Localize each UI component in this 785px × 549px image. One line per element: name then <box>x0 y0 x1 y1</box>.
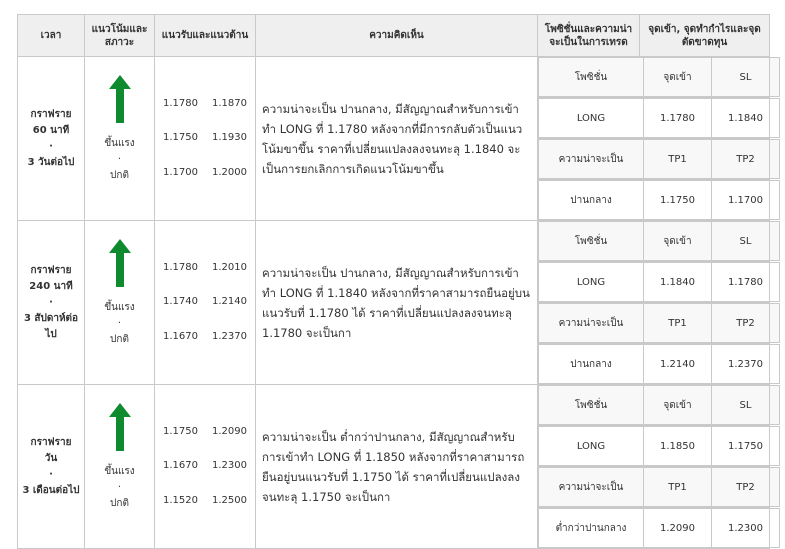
price-value: 1.1750 <box>712 427 780 466</box>
header-comment: ความคิดเห็น <box>256 15 538 57</box>
timeframe-text: กราฟราย <box>30 436 72 448</box>
position-subrow <box>538 385 770 426</box>
position-subrow <box>538 139 770 180</box>
price-value: 1.2090 <box>644 509 712 548</box>
trend-cell <box>85 57 155 221</box>
timeframe-text: กราฟราย <box>30 108 72 120</box>
up-arrow-icon <box>109 403 131 451</box>
timeframe-text: 240 นาที <box>29 280 73 292</box>
price-value: SL <box>712 222 780 261</box>
resistance-level: 1.2500 <box>212 494 247 506</box>
timeframe-text: วัน <box>44 452 58 464</box>
timeframe-cell <box>18 385 85 549</box>
position-label: โพซิชั่น <box>539 222 644 261</box>
price-value: SL <box>712 58 780 97</box>
forecast-table <box>17 14 770 549</box>
position-label: ต่ำกว่าปานกลาง <box>539 509 644 548</box>
level-pair <box>155 121 255 156</box>
header-row <box>18 15 770 57</box>
price-value: 1.2370 <box>712 345 780 384</box>
price-value: 1.1780 <box>712 263 780 302</box>
comment-cell: ความน่าจะเป็น ต่ำกว่าปานกลาง, มีสัญญาณสำหรับการเข้าทำ LONG ที่ 1.1850 หลังจากที่ราคาสามารถยืนอยู่บนแนวรับที่ 1.1750 ได้ ราคาที่เปลี่ยนแปลงลงจนทะลุ 1.1750 จะเป็นกา <box>256 385 538 549</box>
price-value: จุดเข้า <box>644 222 712 261</box>
up-arrow-icon <box>109 75 131 123</box>
price-value: 1.1850 <box>644 427 712 466</box>
price-value: TP1 <box>644 140 712 179</box>
position-label: ปานกลาง <box>539 345 644 384</box>
support-resistance-cell <box>155 221 256 385</box>
trend-label: ปกติ <box>110 334 129 345</box>
price-value: จุดเข้า <box>644 58 712 97</box>
comment-cell: ความน่าจะเป็น ปานกลาง, มีสัญญาณสำหรับการเข้าทำ LONG ที่ 1.1780 หลังจากที่มีการกลับตัวเป็นแนวโน้มขาขึ้น ราคาที่เปลี่ยนแปลงลงจนทะลุ 1.1840 จะเป็นการยกเลิกการเกิดแนวโน้มขาขึ้น <box>256 57 538 221</box>
support-level: 1.1740 <box>163 296 198 308</box>
header-trend: แนวโน้มและสภาวะ <box>85 15 155 57</box>
resistance-level: 1.2010 <box>212 261 247 273</box>
position-subrow <box>538 467 770 508</box>
trend-label: ขึ้นแรง <box>104 466 135 477</box>
position-subrow <box>538 426 770 467</box>
level-pair <box>155 415 255 450</box>
timeframe-cell <box>18 57 85 221</box>
level-pair <box>155 251 255 286</box>
level-pair <box>155 320 255 355</box>
position-label: LONG <box>539 99 644 138</box>
resistance-level: 1.2090 <box>212 425 247 437</box>
position-label: โพซิชั่น <box>539 58 644 97</box>
trend-label: ปกติ <box>110 170 129 181</box>
resistance-level: 1.2140 <box>212 296 247 308</box>
timeframe-text: 3 เดือนต่อไป <box>22 484 80 496</box>
separator-dot: · <box>117 482 122 493</box>
separator-dot: · <box>49 296 53 308</box>
trend-cell <box>85 221 155 385</box>
support-level: 1.1750 <box>163 132 198 144</box>
support-level: 1.1520 <box>163 494 198 506</box>
price-value: 1.1780 <box>644 99 712 138</box>
table-row <box>18 385 770 426</box>
price-value: TP2 <box>712 304 780 343</box>
position-label: ความน่าจะเป็น <box>539 304 644 343</box>
support-level: 1.1700 <box>163 166 198 178</box>
header-time: เวลา <box>18 15 85 57</box>
position-subrow <box>538 262 770 303</box>
position-label: โพซิชั่น <box>539 386 644 425</box>
price-value: TP1 <box>644 468 712 507</box>
trend-cell <box>85 385 155 549</box>
level-pair <box>155 449 255 484</box>
support-level: 1.1780 <box>163 97 198 109</box>
comment-cell: ความน่าจะเป็น ปานกลาง, มีสัญญาณสำหรับการเข้าทำ LONG ที่ 1.1840 หลังจากที่ราคาสามารถยืนอยู่บนแนวรับที่ 1.1780 ได้ ราคาที่เปลี่ยนแปลงลงจนทะลุ 1.1780 จะเป็นกา <box>256 221 538 385</box>
position-subrow <box>538 508 770 549</box>
position-subrow <box>538 98 770 139</box>
price-value: 1.1750 <box>644 181 712 220</box>
level-pair <box>155 156 255 191</box>
position-subrow <box>538 344 770 385</box>
position-label: LONG <box>539 263 644 302</box>
support-level: 1.1670 <box>163 460 198 472</box>
position-label: ความน่าจะเป็น <box>539 468 644 507</box>
position-subrow <box>538 221 770 262</box>
price-value: จุดเข้า <box>644 386 712 425</box>
price-value: TP2 <box>712 468 780 507</box>
price-value: 1.2300 <box>712 509 780 548</box>
position-label: ความน่าจะเป็น <box>539 140 644 179</box>
separator-dot: · <box>49 468 53 480</box>
separator-dot: · <box>117 154 122 165</box>
price-value: 1.1840 <box>644 263 712 302</box>
price-value: TP2 <box>712 140 780 179</box>
table-row <box>18 221 770 262</box>
price-value: TP1 <box>644 304 712 343</box>
position-label: ปานกลาง <box>539 181 644 220</box>
price-value: 1.1700 <box>712 181 780 220</box>
resistance-level: 1.2000 <box>212 166 247 178</box>
timeframe-text: 3 สัปดาห์ต่อไป <box>23 312 79 340</box>
timeframe-text: 60 นาที <box>32 124 70 136</box>
trend-label: ปกติ <box>110 498 129 509</box>
level-pair <box>155 87 255 122</box>
position-subrow <box>538 57 770 98</box>
level-pair <box>155 484 255 519</box>
header-position: โพซิชั่นและความน่าจะเป็นในการเทรด <box>538 15 640 57</box>
position-label: LONG <box>539 427 644 466</box>
timeframe-cell <box>18 221 85 385</box>
timeframe-text: กราฟราย <box>30 264 72 276</box>
resistance-level: 1.1870 <box>212 97 247 109</box>
resistance-level: 1.1930 <box>212 132 247 144</box>
timeframe-text: 3 วันต่อไป <box>27 156 75 168</box>
support-resistance-cell <box>155 57 256 221</box>
separator-dot: · <box>49 140 53 152</box>
up-arrow-icon <box>109 239 131 287</box>
support-level: 1.1750 <box>163 425 198 437</box>
price-value: 1.1840 <box>712 99 780 138</box>
table-row <box>18 57 770 98</box>
header-entry-tp-sl: จุดเข้า, จุดทำกำไรและจุดตัดขาดทุน <box>640 15 770 57</box>
resistance-level: 1.2300 <box>212 460 247 472</box>
support-level: 1.1670 <box>163 330 198 342</box>
resistance-level: 1.2370 <box>212 330 247 342</box>
header-support-resistance: แนวรับและแนวต้าน <box>155 15 256 57</box>
level-pair <box>155 285 255 320</box>
support-resistance-cell <box>155 385 256 549</box>
trend-label: ขึ้นแรง <box>104 138 135 149</box>
price-value: SL <box>712 386 780 425</box>
position-subrow <box>538 303 770 344</box>
separator-dot: · <box>117 318 122 329</box>
position-subrow <box>538 180 770 221</box>
trend-label: ขึ้นแรง <box>104 302 135 313</box>
support-level: 1.1780 <box>163 261 198 273</box>
price-value: 1.2140 <box>644 345 712 384</box>
